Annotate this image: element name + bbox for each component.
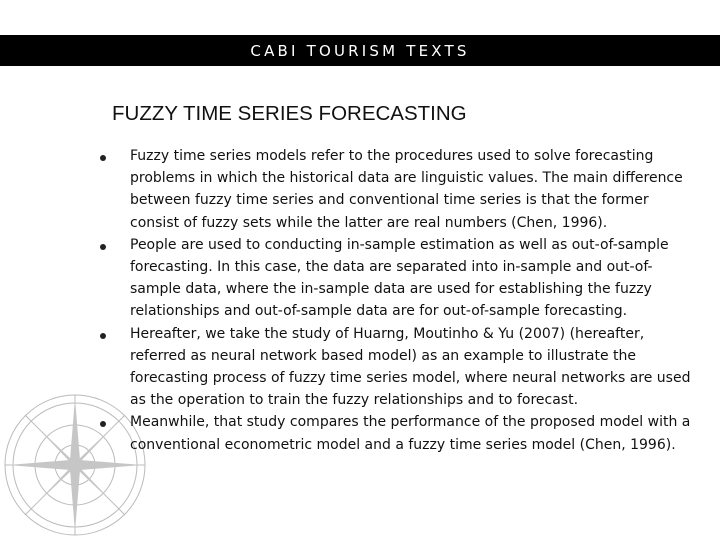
list-item (0, 234, 695, 323)
list-item (0, 411, 695, 455)
list-item (0, 145, 695, 234)
bullet-marker (100, 155, 106, 161)
bullet-text: Hereafter, we take the study of Huarng, Moutinho & Yu (2007) (hereafter, referred as neural network based model) as an example to illustrate the forecasting process of fuzzy time series model, where neural networks are used as the operation to train the fuzzy relationships and to forecast. (130, 325, 691, 409)
bullet-text: Meanwhile, that study compares the performance of the proposed model with a conventional econometric model and a fuzzy time series model (Chen, 1996). (130, 414, 691, 453)
bullet-list (0, 145, 720, 456)
header-title: CABI TOURISM TEXTS (250, 42, 470, 60)
bullet-marker (100, 333, 106, 339)
bullet-text: People are used to conducting in-sample estimation as well as out-of-sample forecasting. In this case, the data are separated into in-sample and out-of-sample data, where the in-sample data are used for establishing the fuzzy relationships and out-of-sample data are for out-of-sample forecasting. (130, 236, 669, 320)
list-item (0, 323, 695, 412)
slide-title: FUZZY TIME SERIES FORECASTING (112, 102, 467, 125)
bullet-marker (100, 421, 106, 427)
bullet-text: Fuzzy time series models refer to the procedures used to solve forecasting problems in which the historical data are linguistic values. The main difference between fuzzy time series and conventional time series is that the former consist of fuzzy sets while the latter are real numbers (Chen, 1996). (130, 148, 683, 231)
bullet-marker (100, 244, 106, 250)
header-bar (0, 35, 720, 66)
